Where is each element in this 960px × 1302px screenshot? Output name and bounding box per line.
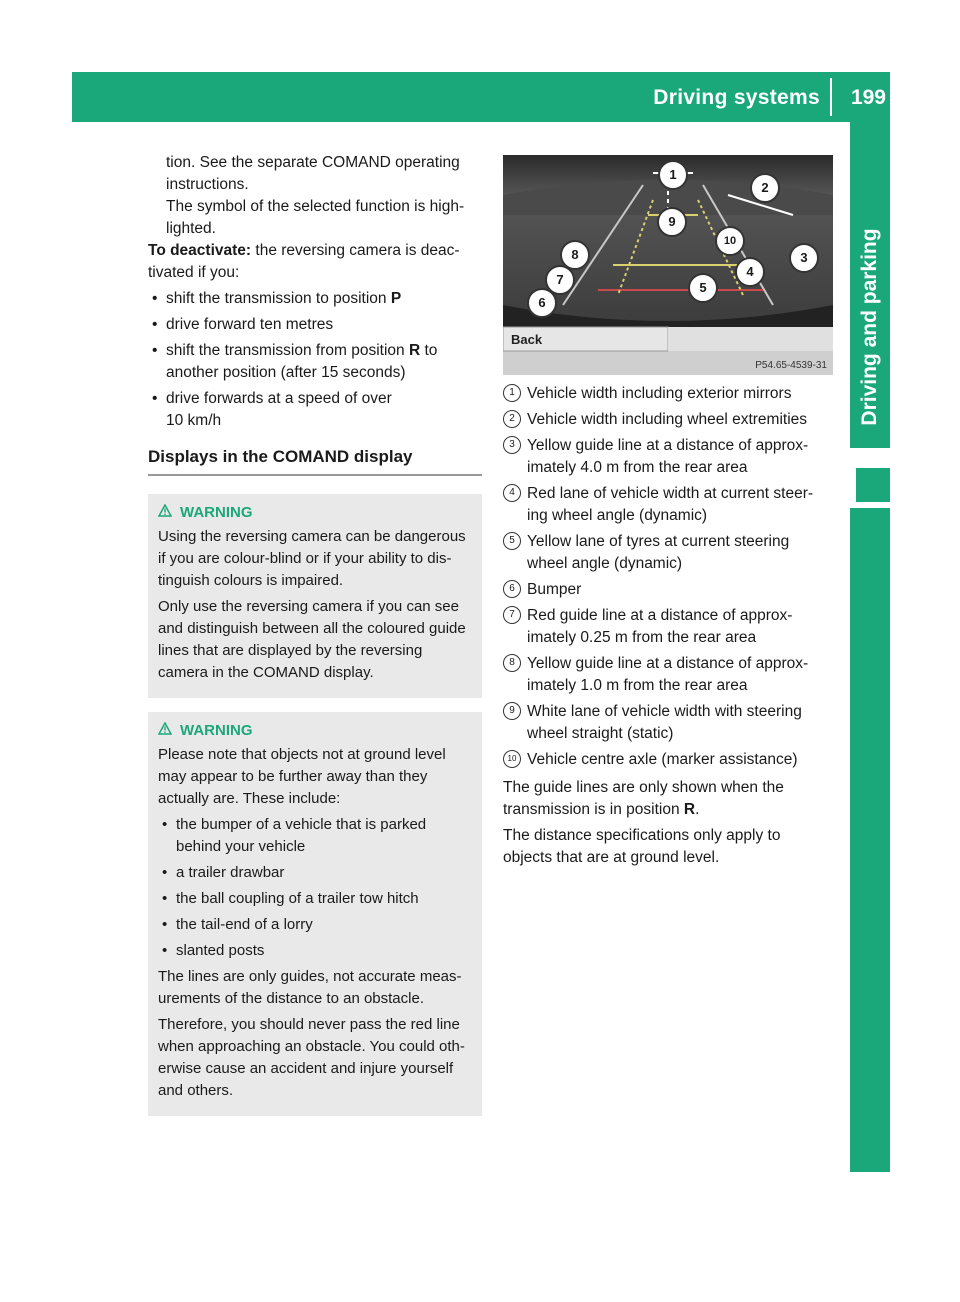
legend-number: 5 xyxy=(503,532,521,550)
left-column xyxy=(148,152,482,1116)
legend-item xyxy=(503,483,833,527)
marker-8: 8 xyxy=(560,240,590,270)
side-tab-label xyxy=(851,228,889,426)
header-divider xyxy=(830,78,832,116)
legend-number: 9 xyxy=(503,702,521,720)
warning-title-text: WARNING xyxy=(180,504,253,521)
legend-text: Bumper xyxy=(527,581,582,598)
warning-text: Therefore, you should never pass the red line when approaching an obstacle. You could oth-erwise cause an accident and injure yourself and others. xyxy=(158,1016,465,1099)
warning-title xyxy=(158,502,472,524)
legend-number: 7 xyxy=(503,606,521,624)
position-p: P xyxy=(390,290,402,307)
intro-line: tion. See the separate COMAND operating xyxy=(166,154,460,171)
list-item-text: shift the transmission from position xyxy=(166,342,405,359)
legend-item xyxy=(503,701,833,745)
warning-triangle-icon xyxy=(158,502,172,524)
legend-text: Vehicle width including wheel extremities xyxy=(527,411,808,428)
intro-line: lighted. xyxy=(166,220,216,237)
legend-item xyxy=(503,383,833,405)
warning-box xyxy=(148,712,482,1116)
distance-note: The distance specifications only apply to objects that are at ground level. xyxy=(503,827,781,866)
marker-9: 9 xyxy=(657,207,687,237)
section-heading: Displays in the COMAND display xyxy=(148,446,482,476)
deactivate-paragraph xyxy=(148,240,482,262)
legend-text: Red lane of vehicle width at current steer-ing wheel angle (dynamic) xyxy=(527,485,814,524)
reversing-camera-image xyxy=(503,155,833,375)
legend-number: 3 xyxy=(503,436,521,454)
marker-3: 3 xyxy=(789,243,819,273)
warning-box xyxy=(148,494,482,698)
legend-number: 2 xyxy=(503,410,521,428)
marker-4: 4 xyxy=(735,257,765,287)
intro-line: The symbol of the selected function is high- xyxy=(166,198,465,215)
page-header xyxy=(72,72,890,122)
legend-text: Red guide line at a distance of approx-imately 0.25 m from the rear area xyxy=(527,607,793,646)
warning-title xyxy=(158,720,472,742)
list-item-text: another position (after 15 seconds) xyxy=(166,364,406,381)
warning-text: Only use the reversing camera if you can see and distinguish between all the coloured guide lines that are displayed by the reversing camera in the COMAND display. xyxy=(158,598,466,681)
side-tab-text: Driving and parking xyxy=(858,228,881,426)
warning-text: The lines are only guides, not accurate meas-urements of the distance to an obstacle. xyxy=(158,968,462,1007)
list-item: • a trailer drawbar xyxy=(158,862,472,884)
position-r: R xyxy=(683,801,696,818)
deactivate-text-cont: tivated if you: xyxy=(148,264,240,281)
list-item xyxy=(148,314,482,336)
legend-number: 8 xyxy=(503,654,521,672)
warning-text: Please note that objects not at ground level may appear to be further away than they actually are. These include: xyxy=(158,746,446,807)
list-item: • the ball coupling of a trailer tow hitch xyxy=(158,888,472,910)
figure-reference: P54.65-4539-31 xyxy=(755,360,827,371)
section-title: Driving systems xyxy=(653,86,820,109)
list-item-text: drive forwards at a speed of over xyxy=(166,390,392,407)
intro-line: instructions. xyxy=(166,176,249,193)
legend-number: 6 xyxy=(503,580,521,598)
list-item: • slanted posts xyxy=(158,940,472,962)
guide-lines-note xyxy=(503,777,833,821)
legend-item xyxy=(503,409,833,431)
note-text: The guide lines are only shown when the transmission is in position xyxy=(503,779,784,818)
warning-triangle-icon xyxy=(158,720,172,742)
warning-text: Using the reversing camera can be dangerous if you are colour-blind or if your ability to dis-tinguish colours is impaired. xyxy=(158,528,466,589)
marker-10: 10 xyxy=(715,226,745,256)
marker-7: 7 xyxy=(545,265,575,295)
marker-6: 6 xyxy=(527,288,557,318)
list-item xyxy=(148,388,482,432)
legend-text: Vehicle centre axle (marker assistance) xyxy=(527,751,798,768)
legend-number: 4 xyxy=(503,484,521,502)
deactivate-label: To deactivate: xyxy=(148,242,252,259)
legend-item xyxy=(503,579,833,601)
right-column xyxy=(503,383,833,869)
legend-text: Yellow guide line at a distance of approx-imately 4.0 m from the rear area xyxy=(527,437,809,476)
position-r: R xyxy=(408,342,421,359)
list-item-text: drive forward ten metres xyxy=(166,316,334,333)
legend-item xyxy=(503,749,833,771)
page-number: 199 xyxy=(850,86,886,109)
list-item-text: shift the transmission to position xyxy=(166,290,387,307)
marker-5: 5 xyxy=(688,273,718,303)
legend-text: White lane of vehicle width with steering wheel straight (static) xyxy=(527,703,802,742)
legend-text: Vehicle width including exterior mirrors xyxy=(527,385,792,402)
warning-title-text: WARNING xyxy=(180,722,253,739)
legend-text: Yellow guide line at a distance of approx-imately 1.0 m from the rear area xyxy=(527,655,809,694)
legend-item xyxy=(503,435,833,479)
list-item-text: 10 km/h xyxy=(166,412,222,429)
deactivate-text: the reversing camera is deac- xyxy=(255,242,460,259)
legend-number: 1 xyxy=(503,384,521,402)
marker-2: 2 xyxy=(750,173,780,203)
list-item xyxy=(148,340,482,384)
marker-1: 1 xyxy=(658,160,688,190)
legend-item xyxy=(503,531,833,575)
list-item xyxy=(148,288,482,310)
list-item: • the tail-end of a lorry xyxy=(158,914,472,936)
list-item: • the bumper of a vehicle that is parked behind your vehicle xyxy=(158,814,472,858)
back-button: Back xyxy=(511,332,543,347)
legend-item xyxy=(503,653,833,697)
legend-item xyxy=(503,605,833,649)
list-item-text: to xyxy=(424,342,438,359)
note-period: . xyxy=(695,801,700,818)
legend-text: Yellow lane of tyres at current steering wheel angle (dynamic) xyxy=(527,533,790,572)
side-tab-marker xyxy=(856,468,890,502)
legend-number: 10 xyxy=(503,750,521,768)
